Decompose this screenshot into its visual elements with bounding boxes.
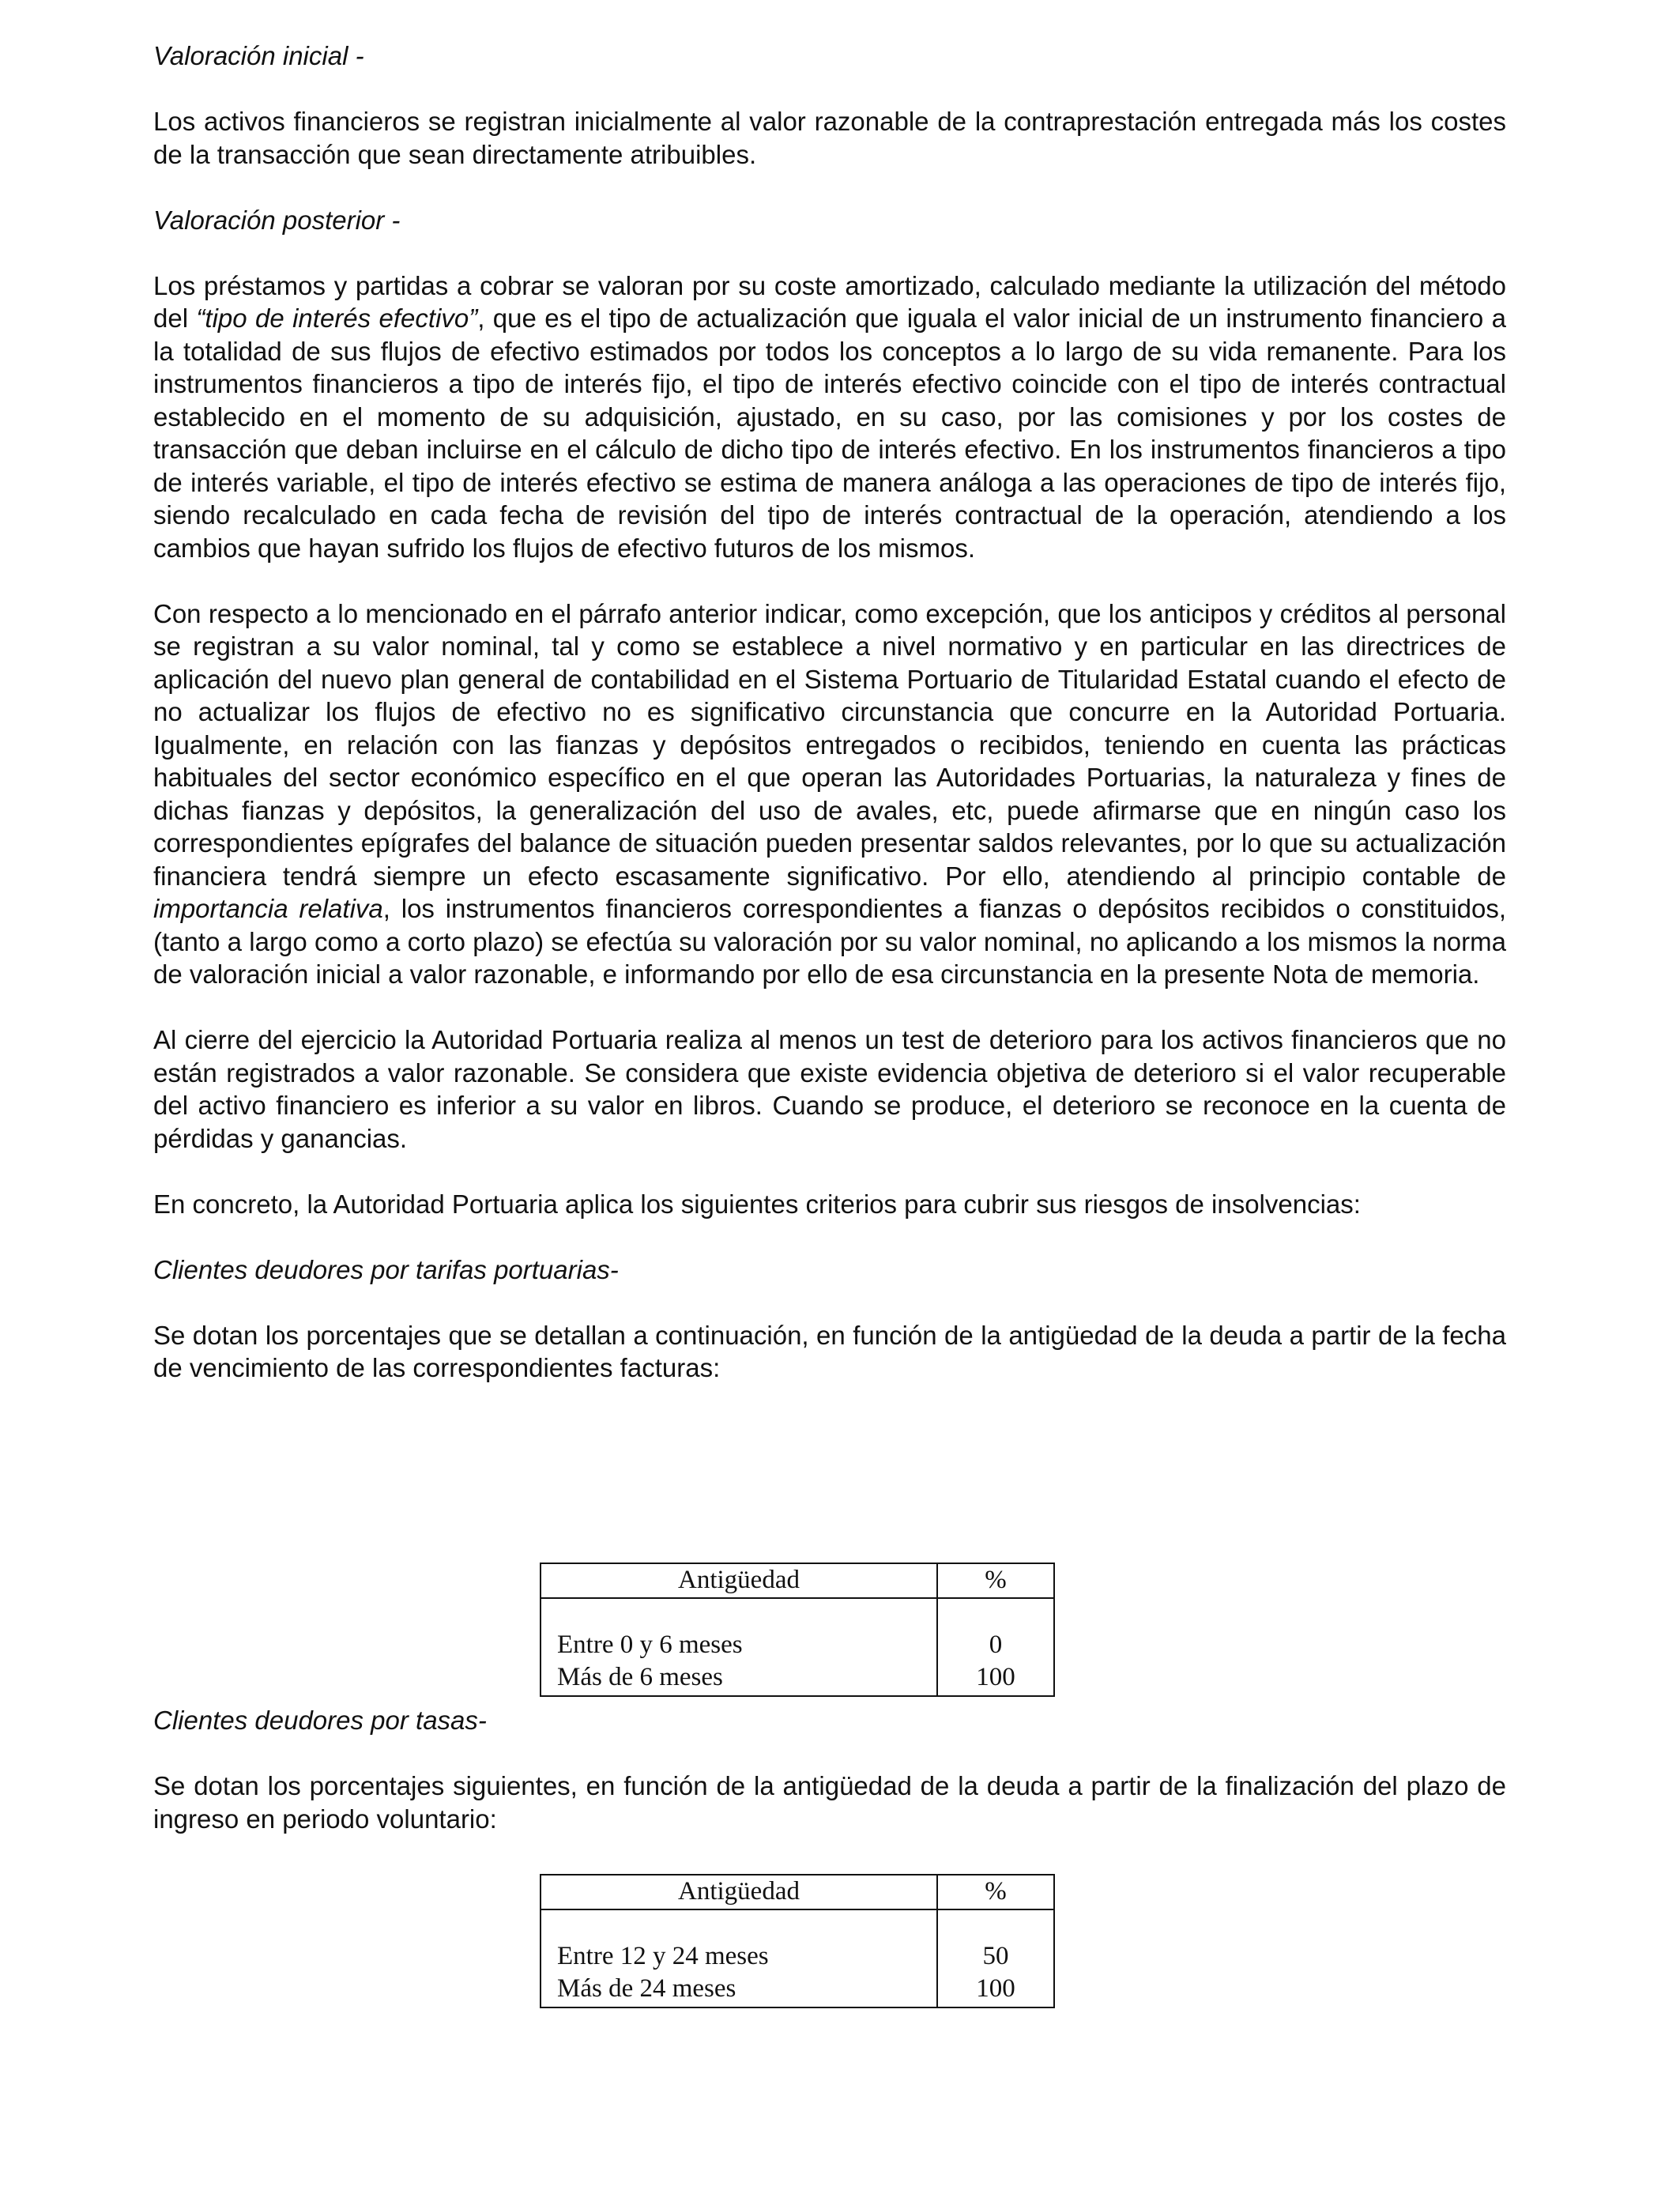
table-tarifas-col-percent: % [936,1564,1053,1597]
paragraph-excepcion-part-b: , los instrumentos financieros correspondientes a fianzas o depósitos recibidos o constituidos, (tanto a largo como a corto plazo) se efectúa su valoración por su valor nominal, no aplicando a los mismos la norma de valoración inicial a valor razonable, e informando por ello de esa circunstancia en la presente Nota de memoria. [153,894,1506,989]
document-page [153,40,1506,1385]
table-row-label: Entre 0 y 6 meses [557,1630,743,1659]
heading-valoracion-posterior: Valoración posterior - [153,205,401,235]
table-tarifas-col-antiguedad: Antigüedad [678,1566,800,1594]
paragraph-tasas: Se dotan los porcentajes siguientes, en función de la antigüedad de la deuda a partir de la finalización del plazo de ingreso en periodo voluntario: [153,1771,1506,1834]
paragraph-excepcion [153,598,1506,991]
paragraph-excepcion-part-a: Con respecto a lo mencionado en el párrafo anterior indicar, como excepción, que los anticipos y créditos al personal se registran a su valor nominal, tal y como se establece a nivel normativo y en particular en las directrices de aplicación del nuevo plan general de contabilidad en el Sistema Portuario de Titularidad Estatal cuando el efecto de no actualizar los flujos de efectivo no es significativo circunstancia que concurre en la Autoridad Portuaria. Igualmente, en relación con las fianzas y depósitos entregados o recibidos, teniendo en cuenta las prácticas habituales del sector económico específico en el que operan las Autoridades Portuarias, la naturaleza y fines de dichas fianzas y depósitos, la generalización del uso de avales, etc, puede afirmarse que en ningún caso los correspondientes epígrafes del balance de situación pueden presentar saldos relevantes, por lo que su actualización financiera tendrá siempre un efecto escasamente significativo. Por ello, atendiendo al principio contable de [153,598,1506,891]
paragraph-prestamos-part-b: , que es el tipo de actualización que iguala el valor inicial de un instrumento financiero a la totalidad de sus flujos de efectivo estimados por todos los conceptos a lo largo de su vida remanente. Para los instrumentos financieros a tipo de interés fijo, el tipo de interés efectivo coincide con el tipo de interés contractual establecido en el momento de su adquisición, ajustado, en su caso, por las comisiones y por los costes de transacción que deban incluirse en el cálculo de dicho tipo de interés efectivo. En los instrumentos financieros a tipo de interés variable, el tipo de interés efectivo se estima de manera análoga a las operaciones de tipo de interés fijo, siendo recalculado en cada fecha de revisión del tipo de interés contractual de la operación, atendiendo a los cambios que hayan sufrido los flujos de efectivo futuros de los mismos. [153,303,1506,563]
paragraph-excepcion-italic: importancia relativa [153,894,383,923]
table-row-value: 100 [976,1974,1015,2003]
table-row-value: 0 [989,1630,1003,1659]
paragraph-tarifas: Se dotan los porcentajes que se detallan a continuación, en función de la antigüedad de la deuda a partir de la fecha de vencimiento de las correspondientes facturas: [153,1320,1506,1382]
heading-tasas: Clientes deudores por tasas- [153,1706,487,1735]
table-row-value: 100 [976,1663,1015,1691]
document-page-lower [153,1704,1506,1835]
paragraph-prestamos-part-a: Los préstamos y partidas a cobrar se valoran por su coste amortizado, calculado mediante la utilización del método del [153,270,1506,333]
paragraph-deterioro: Al cierre del ejercicio la Autoridad Portuaria realiza al menos un test de deterioro para los activos financieros que no están registrados a valor razonable. Se considera que existe evidencia objetiva de deterioro si el valor recuperable del activo financiero es inferior a su valor en libros. Cuando se produce, el deterioro se reconoce en la cuenta de pérdidas y ganancias. [153,1025,1506,1153]
table-tasas [540,1874,1055,2008]
table-tasas-body [541,1910,1053,2007]
table-row-label: Más de 24 meses [557,1974,736,2003]
table-row-label: Más de 6 meses [557,1663,723,1691]
heading-tarifas: Clientes deudores por tarifas portuarias- [153,1254,619,1284]
paragraph-prestamos-italic: “tipo de interés efectivo” [196,303,478,333]
table-tasas-header [541,1875,1053,1910]
paragraph-criterios: En concreto, la Autoridad Portuaria aplica los siguientes criterios para cubrir sus riesgos de insolvencias: [153,1189,1361,1219]
table-tasas-col-antiguedad: Antigüedad [678,1877,800,1906]
table-row-label: Entre 12 y 24 meses [557,1942,769,1970]
table-row-value: 50 [982,1942,1009,1970]
table-tarifas-body [541,1599,1053,1695]
table-tarifas-header [541,1564,1053,1599]
heading-valoracion-inicial: Valoración inicial - [153,41,364,70]
table-tasas-col-percent: % [936,1875,1053,1909]
paragraph-valoracion-inicial: Los activos financieros se registran inicialmente al valor razonable de la contraprestación entregada más los costes de la transacción que sean directamente atribuibles. [153,107,1506,169]
table-tarifas [540,1563,1055,1697]
paragraph-prestamos [153,270,1506,565]
